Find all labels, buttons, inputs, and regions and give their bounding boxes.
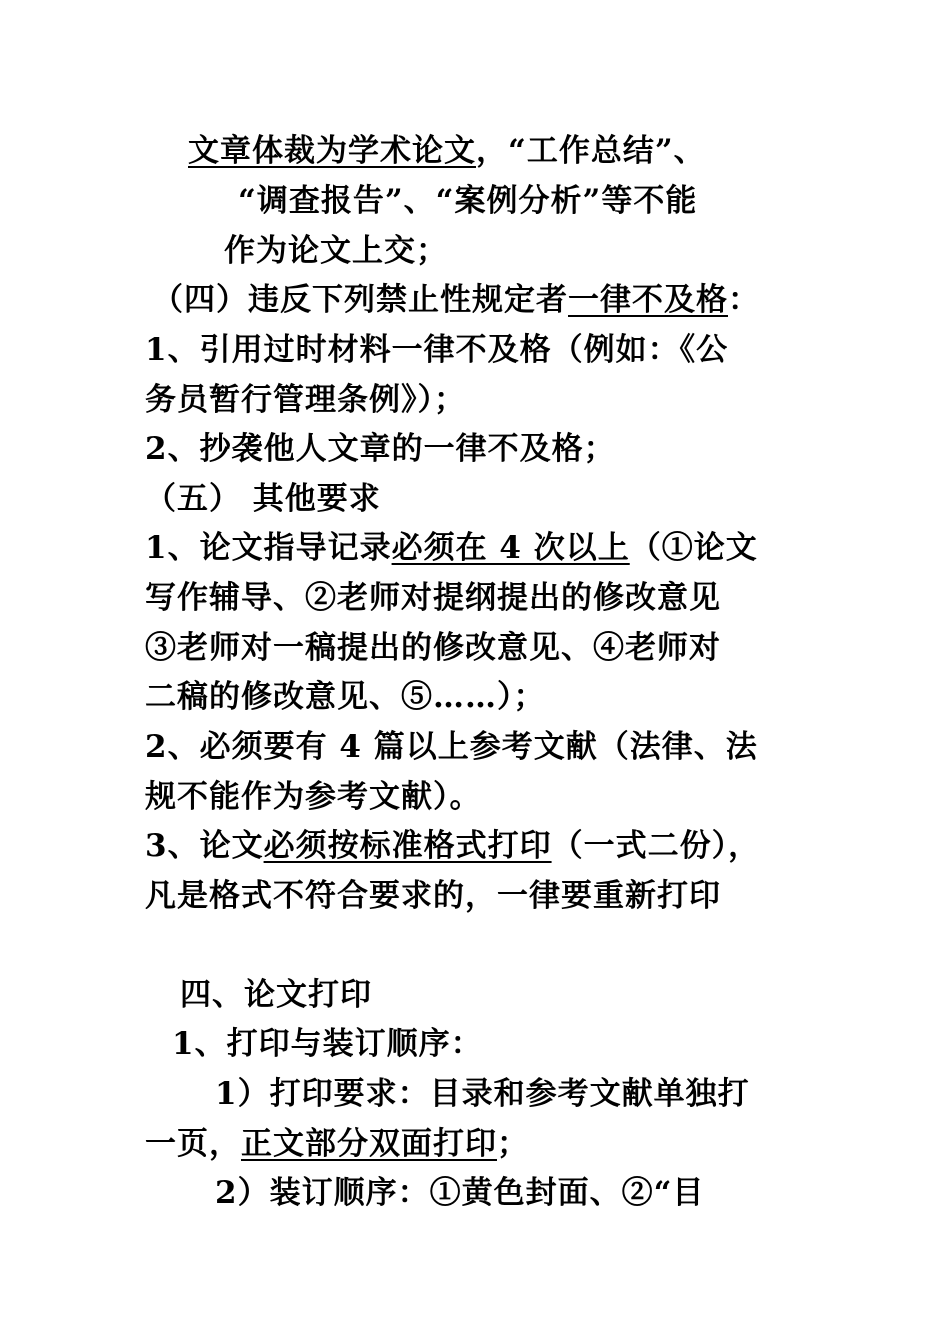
text-segment: 四、论文打印 bbox=[180, 977, 372, 1013]
text-line bbox=[172, 1019, 483, 1069]
text-line bbox=[145, 1119, 529, 1169]
text-segment: 一页， bbox=[145, 1126, 241, 1162]
underlined-text: 一律不及格 bbox=[568, 282, 728, 318]
text-segment: 规不能作为参考文献）。 bbox=[145, 779, 482, 815]
section-heading bbox=[180, 970, 372, 1020]
text-segment: 二稿的修改意见、⑤……）； bbox=[145, 679, 546, 715]
text-line bbox=[145, 623, 721, 673]
text-line bbox=[152, 275, 760, 325]
text-line bbox=[188, 126, 706, 176]
text-segment: 作为论文上交； bbox=[224, 233, 448, 269]
text-segment: “调查报告”、“案例分析”等不能 bbox=[238, 183, 698, 219]
text-segment: ； bbox=[497, 1126, 529, 1162]
text-segment: ： bbox=[728, 282, 760, 318]
text-segment: 1）打印要求：目录和参考文献单独打 bbox=[215, 1076, 750, 1112]
underlined-text: 必须在 4 次以上 bbox=[391, 530, 630, 566]
text-line bbox=[145, 424, 616, 474]
underlined-text: 必须按标准格式打印 bbox=[263, 828, 552, 864]
text-line bbox=[145, 871, 721, 921]
text-segment: （四）违反下列禁止性规定者 bbox=[152, 282, 568, 318]
text-line bbox=[145, 672, 546, 722]
text-line bbox=[145, 722, 758, 772]
text-line bbox=[145, 573, 721, 623]
text-segment: （①论文 bbox=[629, 530, 758, 566]
text-line bbox=[224, 226, 448, 276]
underlined-text: 正文部分双面打印 bbox=[241, 1126, 497, 1162]
text-line bbox=[145, 325, 728, 375]
text-segment: 3、论文 bbox=[145, 828, 264, 864]
text-segment: （一式二份）， bbox=[551, 828, 761, 864]
underlined-text: 文章体裁为学术论文 bbox=[188, 133, 476, 169]
text-segment: 2、抄袭他人文章的一律不及格； bbox=[145, 431, 616, 467]
text-segment: 1、论文指导记录 bbox=[145, 530, 392, 566]
text-line bbox=[145, 772, 482, 822]
text-segment: （五） 其他要求 bbox=[145, 481, 381, 517]
text-segment: 2、必须要有 4 篇以上参考文献（法律、法 bbox=[145, 729, 758, 765]
text-segment: 凡是格式不符合要求的，一律要重新打印 bbox=[145, 878, 721, 914]
text-segment: 2）装订顺序：①黄色封面、②“目 bbox=[215, 1175, 705, 1211]
text-line bbox=[215, 1069, 750, 1119]
text-line bbox=[145, 821, 760, 871]
text-line bbox=[145, 523, 758, 573]
text-line bbox=[145, 375, 466, 425]
text-line bbox=[238, 176, 697, 226]
text-segment: 1、引用过时材料一律不及格（例如：《公 bbox=[145, 332, 729, 368]
text-segment: ③老师对一稿提出的修改意见、④老师对 bbox=[145, 630, 721, 666]
text-segment: 1、打印与装订顺序： bbox=[172, 1026, 483, 1062]
text-line bbox=[145, 474, 381, 524]
text-segment: ，“工作总结”、 bbox=[476, 133, 706, 169]
text-segment: 务员暂行管理条例》）； bbox=[145, 382, 466, 418]
text-segment: 写作辅导、②老师对提纲提出的修改意见 bbox=[145, 580, 721, 616]
text-line bbox=[215, 1168, 704, 1218]
